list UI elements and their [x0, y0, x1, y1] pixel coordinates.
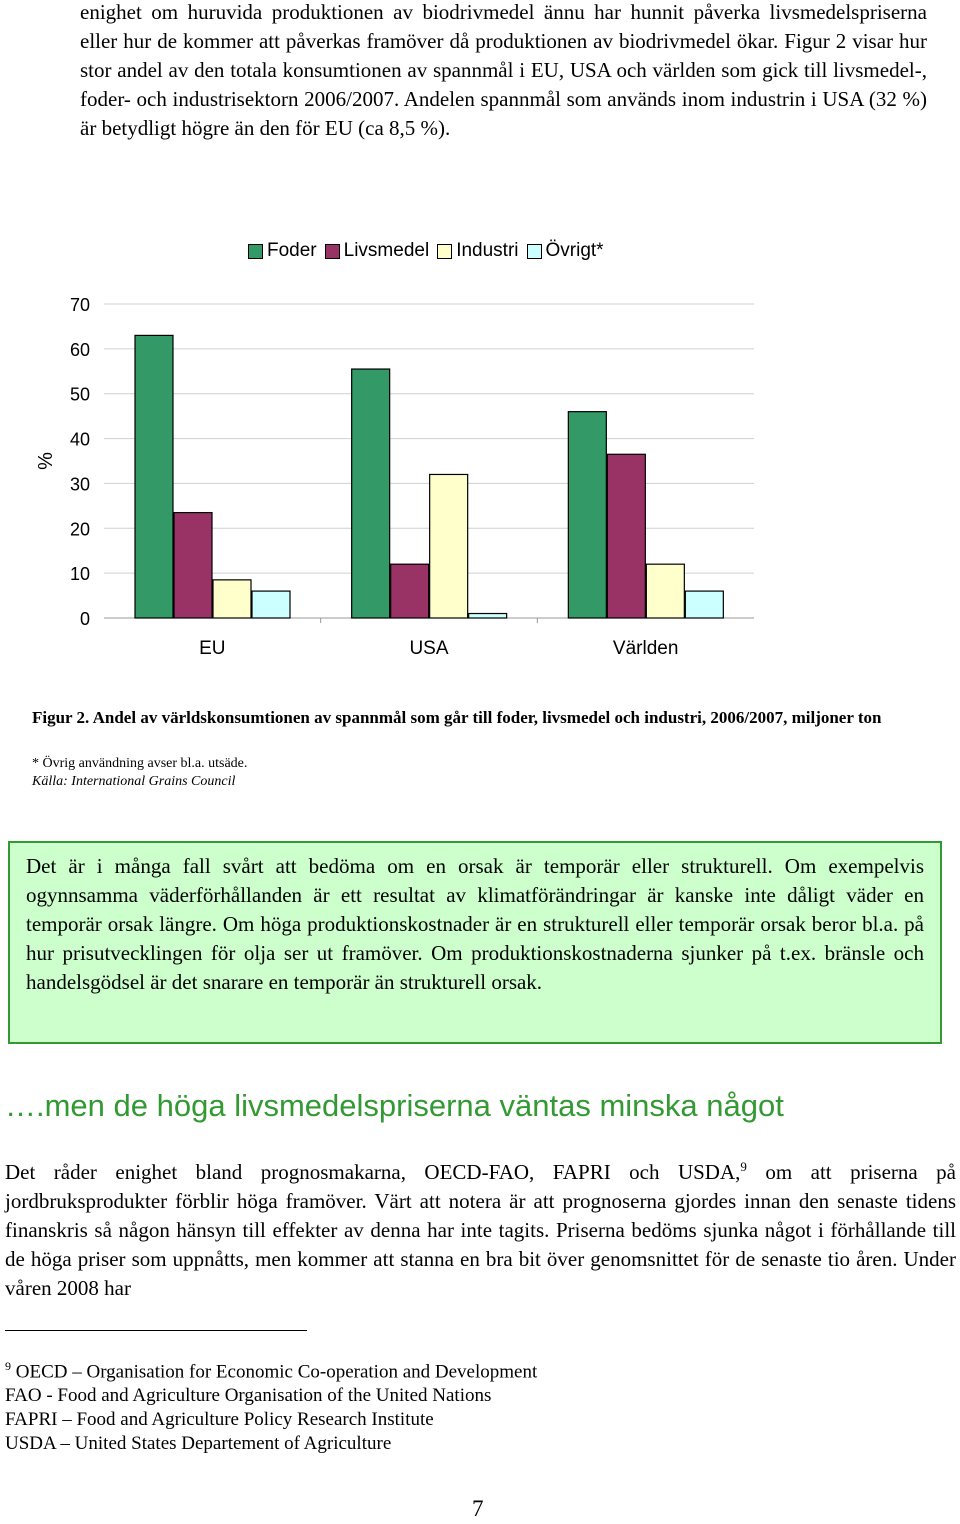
body-text-part1: Det råder enighet bland prognosmakarna, OECD-FAO, FAPRI och USDA, [5, 1160, 741, 1184]
intro-paragraph: enighet om huruvida produktionen av biodrivmedel ännu har hunnit påverka livsmedelspriserna eller hur de kommer att påverkas framöver då produktionen av biodrivmedel ökar. Figur 2 visar hur stor andel av den totala konsumtionen av spannmål i EU, USA och världen som gick till livsmedel-, foder- och industrisektorn 2006/2007. Andelen spannmål som används inom industrin i USA (32 %) är betydligt högre än den för EU (ca 8,5 %). [80, 0, 927, 140]
legend-swatch [248, 244, 263, 259]
page-number: 7 [472, 1496, 484, 1521]
bar-foder [352, 369, 390, 618]
figure-caption-title: Figur 2. Andel av världskonsumtionen av spannmål som går till foder, livsmedel och industri, 2006/2007, miljoner ton [32, 708, 882, 727]
y-tick-label: 0 [79, 609, 90, 629]
bar-övrigt [469, 614, 507, 618]
bar-industri [430, 474, 468, 618]
footnote-line: $^9$ OECD – Organisation for Economic Co-operation and Development [5, 1359, 538, 1383]
footnote-reference: 9 [740, 1159, 747, 1174]
footnote-line: FAPRI – Food and Agriculture Policy Research Institute [5, 1409, 434, 1431]
legend-item-livsmedel [325, 240, 430, 262]
bar-livsmedel [174, 513, 212, 618]
y-tick-label: 50 [69, 384, 90, 405]
legend-label: Foder [267, 240, 317, 261]
y-tick-label: 40 [69, 429, 90, 450]
bar-foder [135, 335, 173, 618]
x-tick-label: USA [409, 638, 449, 659]
bar-livsmedel [607, 454, 645, 618]
bar-industri [213, 580, 251, 618]
bar-foder [568, 412, 606, 618]
bar-övrigt [685, 591, 723, 618]
footnote-number: 9 [5, 1359, 11, 1373]
bar-industri [646, 564, 684, 618]
legend-swatch [437, 244, 452, 259]
legend-swatch [527, 244, 542, 259]
legend-label: Övrigt* [545, 240, 604, 261]
y-tick-label: 20 [69, 519, 90, 540]
footnote-line: FAO - Food and Agriculture Organisation of the United Nations [5, 1385, 492, 1407]
section-heading: ….men de höga livsmedelspriserna väntas minska något [5, 1088, 784, 1123]
figure-caption-note: * Övrig användning avser bl.a. utsäde. [32, 756, 248, 771]
body-paragraph [5, 1152, 956, 1303]
highlight-box [8, 841, 942, 1044]
bar-chart [0, 280, 960, 680]
legend-item-industri [437, 240, 518, 262]
y-tick-label: 60 [69, 339, 90, 360]
y-tick-label: 30 [69, 474, 90, 495]
bar-livsmedel [391, 564, 429, 618]
legend-item-ovrigt [527, 240, 604, 262]
x-tick-label: EU [199, 638, 226, 659]
body-text-part2: om att priserna på jordbruksprodukter förblir höga framöver. Värt att notera är att prognoserna gjordes innan den senaste tidens finanskris så någon hänsyn till effekter av denna har inte tagits. Priserna bedöms sjunka något i förhållande till de höga priser som uppnåtts, men kommer att stanna en bra bit över genomsnittet för de senaste tio åren. Under våren 2008 har [5, 1160, 956, 1300]
y-axis-label: % [35, 452, 57, 470]
figure-caption-source: Källa: International Grains Council [32, 774, 236, 789]
y-tick-label: 10 [69, 564, 90, 585]
bar-övrigt [252, 591, 290, 618]
chart-legend [248, 240, 604, 262]
legend-swatch [325, 244, 340, 259]
y-tick-label: 70 [69, 295, 90, 315]
highlight-box-text: Det är i många fall svårt att bedöma om en orsak är temporär eller strukturell. Om exempelvis ogynnsamma väderförhållanden är ett resultat av klimatförändringar är kanske inte dåligt väder en temporär orsak längre. Om höga produktionskostnader är en strukturell eller temporär orsak beror bl.a. på hur prisutvecklingen för olja ser ut framöver. Om produktionskostnaderna sjunker på t.ex. bränsle och handelsgödsel är det snarare en temporär än strukturell orsak. [26, 854, 924, 994]
legend-label: Industri [456, 240, 519, 261]
footnote-line: USDA – United States Departement of Agriculture [5, 1433, 392, 1455]
legend-item-foder [248, 240, 317, 262]
footnotes [5, 1354, 537, 1456]
legend-label: Livsmedel [343, 240, 430, 261]
footnote-divider [5, 1330, 307, 1331]
x-tick-label: Världen [612, 638, 679, 659]
